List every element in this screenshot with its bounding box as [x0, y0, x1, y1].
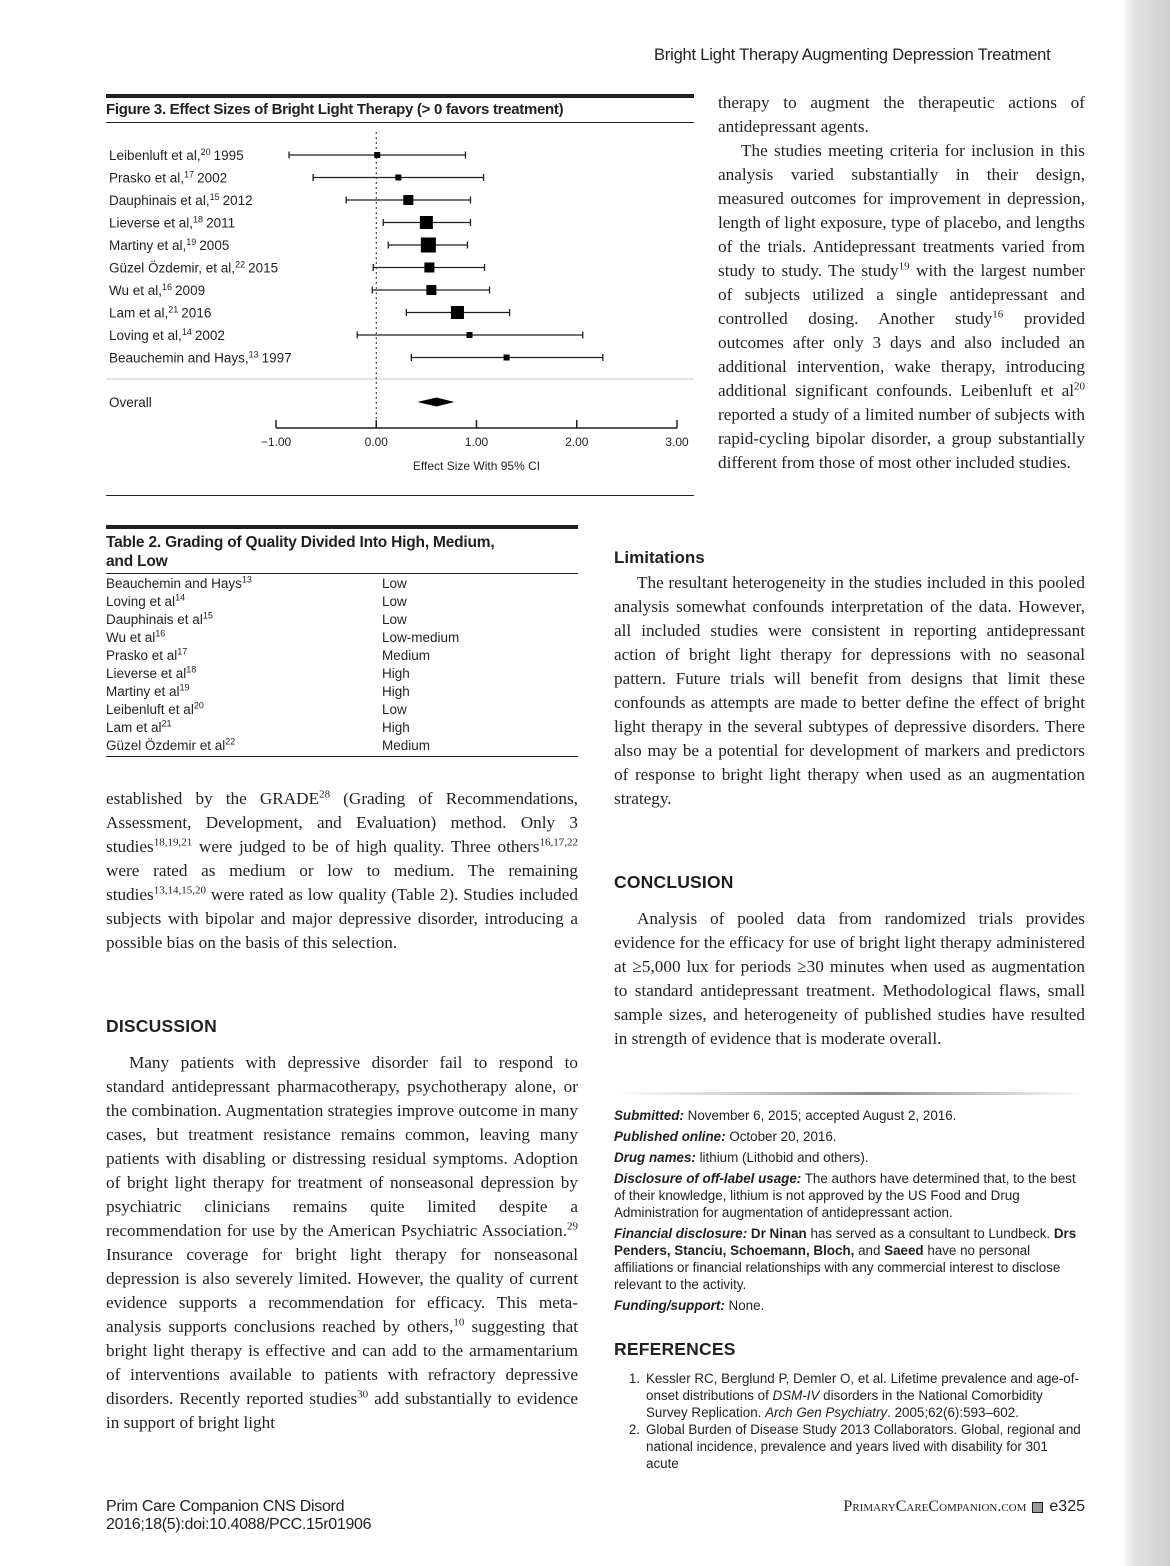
- citation-superscript: 17: [177, 646, 188, 657]
- square-bullet-icon: [1032, 1502, 1043, 1513]
- study-label: [109, 282, 205, 298]
- study-name: Prasko et al: [106, 648, 178, 663]
- journal-name: Arch Gen Psychiatry: [765, 1405, 888, 1420]
- citation-superscript: 21: [168, 304, 179, 315]
- x-tick-label: 1.00: [464, 435, 489, 449]
- grade-cell: Medium: [382, 738, 431, 753]
- figure-bottom-rule: [106, 495, 694, 496]
- citation-superscript: 13: [241, 574, 252, 585]
- reference-item: [614, 1370, 1084, 1421]
- table-row: [106, 629, 578, 647]
- study-label: [109, 305, 211, 321]
- table-bottom-rule: [106, 756, 578, 757]
- study-year: 2015: [248, 260, 279, 276]
- table-title: [106, 529, 578, 573]
- note-label: Financial disclosure:: [614, 1226, 748, 1241]
- text: suggesting that bright light therapy is effective and can add to the armamentarium of interventions available to patients with refractory depressive disorders. Recently reported studies: [106, 1317, 578, 1408]
- citation-superscript: 20: [1074, 380, 1085, 393]
- note-value: November 6, 2015; accepted August 2, 2016.: [683, 1108, 957, 1123]
- article-notes: [614, 1107, 1084, 1318]
- effect-marker: [395, 175, 401, 181]
- table-title-line-2: and Low: [106, 553, 168, 570]
- study-name: Wu et al: [106, 630, 156, 645]
- page-number: e325: [1049, 1498, 1085, 1515]
- limitations-paragraph: [614, 571, 1085, 811]
- effect-marker: [421, 238, 436, 253]
- website-link[interactable]: PrimaryCareCompanion.com: [843, 1498, 1027, 1515]
- study-cell: [106, 719, 382, 737]
- study-cell: [106, 737, 382, 755]
- study-design-paragraphs: [718, 91, 1085, 475]
- text: add substantially to evidence in support of bright light: [106, 1389, 578, 1432]
- x-axis-label: Effect Size With 95% CI: [412, 459, 541, 473]
- table-body: [106, 574, 578, 756]
- reference-text: [646, 1421, 1084, 1472]
- study-year: 2005: [199, 238, 230, 253]
- grade-cell: Low: [382, 594, 407, 609]
- citation-superscript: 18,19,21: [153, 836, 193, 849]
- text: (Grading of Recommendations, Assessment, Development, and Evaluation) method. Only 3 studies: [106, 789, 578, 856]
- note-value: have no personal affiliations or financial relationships with any commercial interest to disclose relevant to the activity.: [614, 1243, 1061, 1292]
- running-head: Bright Light Therapy Augmenting Depression Treatment: [654, 46, 1051, 64]
- table-row: [106, 575, 578, 593]
- section-divider: [614, 1092, 1084, 1095]
- x-tick-label: −1.00: [260, 435, 292, 449]
- table-row: [106, 701, 578, 719]
- table-row: [106, 665, 578, 683]
- citation-superscript: 30: [357, 1388, 369, 1401]
- study-cell: [106, 593, 382, 611]
- table-row: [106, 593, 578, 611]
- text: with the largest number of subjects utilized a single antidepressant and controlled dosing. Another study: [718, 261, 1085, 328]
- grade-cell: Medium: [382, 648, 431, 663]
- study-author: Leibenluft et al,: [109, 148, 201, 163]
- text: . 2005;62(6):593–602.: [887, 1405, 1019, 1420]
- note-label: Submitted:: [614, 1108, 684, 1123]
- note-drug-names: [614, 1149, 1084, 1166]
- grade-cell: Low: [382, 576, 407, 591]
- doi-citation: 2016;18(5):doi:10.4088/PCC.15r01906: [106, 1516, 372, 1533]
- page-edge-shadow: [1122, 0, 1170, 1566]
- study-author: Lam et al,: [109, 305, 169, 321]
- note-value: and: [854, 1243, 881, 1258]
- discussion-paragraph: [106, 1051, 578, 1435]
- note-value: October 20, 2016.: [725, 1129, 837, 1144]
- figure-3: [106, 94, 694, 496]
- grade-cell: Low-medium: [382, 630, 460, 645]
- italic-text: DSM-IV: [772, 1388, 820, 1403]
- footer-page-info: [843, 1498, 1085, 1516]
- study-label: [109, 215, 235, 231]
- note-label: Drug names:: [614, 1150, 696, 1165]
- study-name: Beauchemin and Hays: [106, 576, 242, 591]
- citation-superscript: 15: [209, 192, 220, 202]
- x-tick-label: 3.00: [665, 435, 689, 449]
- study-name: Leibenluft et al: [106, 702, 194, 717]
- citation-superscript: 13,14,15,20: [153, 884, 206, 897]
- citation-superscript: 16: [155, 628, 166, 639]
- study-name: Lam et al: [106, 720, 162, 735]
- overall-label: Overall: [109, 395, 152, 410]
- study-name: Güzel Özdemir et al: [106, 738, 226, 753]
- grade-paragraph: [106, 787, 578, 955]
- study-name: Dauphinais et al: [106, 612, 203, 627]
- study-author: Martiny et al,: [109, 238, 187, 253]
- table-row: [106, 611, 578, 629]
- forest-plot: [106, 94, 694, 496]
- grade-cell: High: [382, 684, 410, 699]
- reference-text: [646, 1370, 1084, 1421]
- effect-marker: [424, 263, 434, 273]
- effect-marker: [466, 332, 472, 338]
- citation-superscript: 19: [898, 260, 910, 273]
- effect-marker: [504, 355, 510, 361]
- grade-cell: High: [382, 666, 410, 681]
- study-cell: [106, 665, 382, 683]
- study-name: Martiny et al: [106, 684, 180, 699]
- note-funding: [614, 1297, 1084, 1314]
- text: Global Burden of Disease Study 2013 Collaborators. Global, regional and national incidence, prevalence and years lived with disability for 301 acute: [646, 1422, 1081, 1471]
- study-cell: [106, 683, 382, 701]
- table-row: [106, 647, 578, 665]
- footer-citation: [106, 1498, 371, 1534]
- study-author: Wu et al,: [109, 283, 163, 298]
- table-row: [106, 737, 578, 755]
- study-author: Güzel Özdemir, et al,: [109, 260, 236, 276]
- grade-cell: Low: [382, 612, 407, 627]
- note-submitted: [614, 1107, 1084, 1124]
- study-author: Dauphinais et al,: [109, 193, 210, 208]
- note-value: The authors have determined that, to the best of their knowledge, lithium is not approved by the US Food and Drug Administration for augmentation of antidepressant action.: [614, 1171, 1076, 1220]
- author-name: Dr Ninan: [747, 1226, 807, 1241]
- citation-superscript: 15: [202, 610, 213, 621]
- grade-cell: Low: [382, 702, 407, 717]
- text: The studies meeting criteria for inclusion in this analysis varied substantially in their design, measured outcomes for improvement in depression, length of light exposure, type of placebo, and lengths of the trials. Antidepressant treatments varied from study to study. The study: [718, 141, 1085, 280]
- references-list: [614, 1370, 1084, 1472]
- citation-superscript: 19: [179, 682, 190, 693]
- study-label: [109, 147, 244, 163]
- citation-superscript: 22: [225, 736, 236, 747]
- grade-cell: High: [382, 720, 410, 735]
- note-label: Disclosure of off-label usage:: [614, 1171, 802, 1186]
- study-year: 2002: [194, 328, 225, 343]
- study-label: [109, 192, 253, 208]
- x-tick-label: 2.00: [565, 435, 589, 449]
- note-value: has served as a consultant to Lundbeck.: [806, 1226, 1051, 1241]
- author-name: Saeed: [880, 1243, 924, 1258]
- note-value: lithium (Lithobid and others).: [695, 1150, 869, 1165]
- table-2: [106, 525, 578, 757]
- study-cell: [106, 629, 382, 647]
- author-names: Drs Penders, Stanciu, Schoemann, Bloch,: [614, 1226, 1077, 1258]
- reference-number: 1.: [628, 1371, 640, 1386]
- effect-marker: [403, 195, 413, 205]
- note-off-label: [614, 1170, 1084, 1221]
- text: reported a study of a limited number of subjects with rapid-cycling bipolar disorder, a group substantially different from those of most other included studies.: [718, 405, 1085, 472]
- citation-superscript: 19: [186, 237, 197, 247]
- text: provided outcomes after only 3 days and also included an additional intervention, wake therapy, introducing additional significant confounds. Leibenluft et al: [718, 309, 1085, 400]
- references-heading: REFERENCES: [614, 1339, 736, 1359]
- study-author: Loving et al,: [109, 328, 182, 343]
- citation-superscript: 18: [186, 664, 197, 675]
- citation-superscript: 16,17,22: [539, 836, 578, 849]
- study-cell: [106, 611, 382, 629]
- effect-marker: [420, 216, 433, 229]
- reference-number: 2.: [628, 1422, 640, 1437]
- note-label: Published online:: [614, 1129, 726, 1144]
- study-year: 1997: [261, 350, 292, 366]
- study-label: [109, 170, 227, 186]
- citation-superscript: 14: [181, 327, 192, 337]
- effect-marker: [451, 306, 464, 319]
- citation-superscript: 13: [248, 349, 259, 360]
- citation-superscript: 14: [175, 592, 186, 603]
- journal-name: Prim Care Companion CNS Disord: [106, 1498, 345, 1515]
- text: Many patients with depressive disorder fail to respond to standard antidepressant pharmacotherapy, psychotherapy alone, or the combination. Augmentation strategies improve outcome in many cases, but treatment resistance remains common, leaving many patients with disabling or distressing residual symptoms. Adoption of bright light therapy for treatment of nonseasonal depression by psychiatric clinicians remains quite limited despite a recommendation for use by the American Psychiatric Association.: [106, 1053, 578, 1240]
- conclusion-paragraph: [614, 907, 1085, 1051]
- figure-title: Figure 3. Effect Sizes of Bright Light Therapy (> 0 favors treatment): [106, 101, 564, 118]
- study-name: Loving et al: [106, 594, 176, 609]
- study-cell: [106, 575, 382, 593]
- table-title-line-1: Table 2. Grading of Quality Divided Into High, Medium,: [106, 534, 495, 551]
- effect-marker: [426, 285, 436, 295]
- study-label: [109, 350, 292, 366]
- citation-superscript: 10: [453, 1316, 465, 1329]
- effect-marker: [374, 152, 380, 158]
- citation-superscript: 17: [184, 169, 195, 180]
- study-label: [109, 237, 229, 253]
- study-year: 2002: [197, 170, 228, 186]
- study-year: 2016: [181, 305, 212, 321]
- table-row: [106, 683, 578, 701]
- citation-superscript: 16: [992, 308, 1004, 321]
- reference-item: [614, 1421, 1084, 1472]
- study-year: 2009: [175, 283, 206, 298]
- text: Kessler RC, Berglund P, Demler O, et al. Lifetime prevalence and age-of-onset distributions of: [646, 1371, 1079, 1403]
- heterogeneity-paragraph: [718, 139, 1085, 475]
- citation-superscript: 18: [193, 214, 204, 225]
- note-label: Funding/support:: [614, 1298, 725, 1313]
- study-name: Lieverse et al: [106, 666, 187, 681]
- continuation-paragraph: therapy to augment the therapeutic actions of antidepressant agents.: [718, 93, 1085, 136]
- study-cell: [106, 701, 382, 719]
- citation-superscript: 16: [162, 282, 173, 292]
- text: established by the GRADE: [106, 789, 320, 808]
- note-financial: [614, 1225, 1084, 1293]
- citation-superscript: 29: [567, 1220, 578, 1233]
- citation-superscript: 21: [161, 718, 172, 729]
- text: disorders in the National Comorbidity Survey Replication.: [646, 1388, 1043, 1420]
- note-value: None.: [724, 1298, 765, 1313]
- study-year: 2011: [206, 215, 236, 231]
- note-published: [614, 1128, 1084, 1145]
- study-label: [109, 327, 225, 343]
- discussion-heading: DISCUSSION: [106, 1016, 217, 1036]
- study-author: Prasko et al,: [109, 170, 185, 186]
- citation-superscript: 20: [193, 700, 204, 711]
- x-tick-label: 0.00: [364, 435, 388, 449]
- study-cell: [106, 647, 382, 665]
- conclusion-heading: CONCLUSION: [614, 872, 734, 892]
- overall-diamond: [417, 398, 454, 407]
- citation-superscript: 22: [235, 259, 246, 270]
- table-row: [106, 719, 578, 737]
- text: were rated as medium or low to medium. The remaining studies: [106, 861, 578, 904]
- study-author: Lieverse et al,: [109, 215, 194, 231]
- text: were rated as low quality (Table 2). Studies included subjects with bipolar and major depressive disorder, introducing a possible bias on the basis of this selection.: [106, 885, 578, 952]
- citation-superscript: 28: [319, 788, 331, 801]
- text: Insurance coverage for bright light therapy for nonseasonal depression is also severely limited. However, the quality of current evidence supports a recommendation for efficacy. This meta-analysis supports conclusions reached by others,: [106, 1245, 578, 1336]
- limitations-heading: Limitations: [614, 548, 705, 567]
- study-author: Beauchemin and Hays,: [109, 350, 249, 366]
- citation-superscript: 20: [200, 147, 211, 157]
- study-year: 2012: [222, 193, 253, 208]
- study-year: 1995: [213, 148, 244, 163]
- text: Analysis of pooled data from randomized trials provides evidence for the efficacy for use of bright light therapy administered at ≥5,000 lux for periods ≥30 minutes when used as augmentation to standard antidepressant treatment. Methodological flaws, small sample sizes, and heterogeneity of published studies have resulted in strength of evidence that is moderate overall.: [614, 909, 1085, 1048]
- text: The resultant heterogeneity in the studies included in this pooled analysis somewhat confounds interpretation of the data. However, all included studies were consistent in reporting antidepressant action of bright light therapy for depressions with no seasonal pattern. Future trials will benefit from designs that limit these confounds as attempts are made to better define the effect of bright light therapy in the several subtypes of depressive disorders. There also may be a potential for development of markers and predictors of response to bright light therapy when used as an augmentation strategy.: [614, 573, 1085, 808]
- study-label: [109, 260, 278, 276]
- text: were judged to be of high quality. Three others: [192, 837, 540, 856]
